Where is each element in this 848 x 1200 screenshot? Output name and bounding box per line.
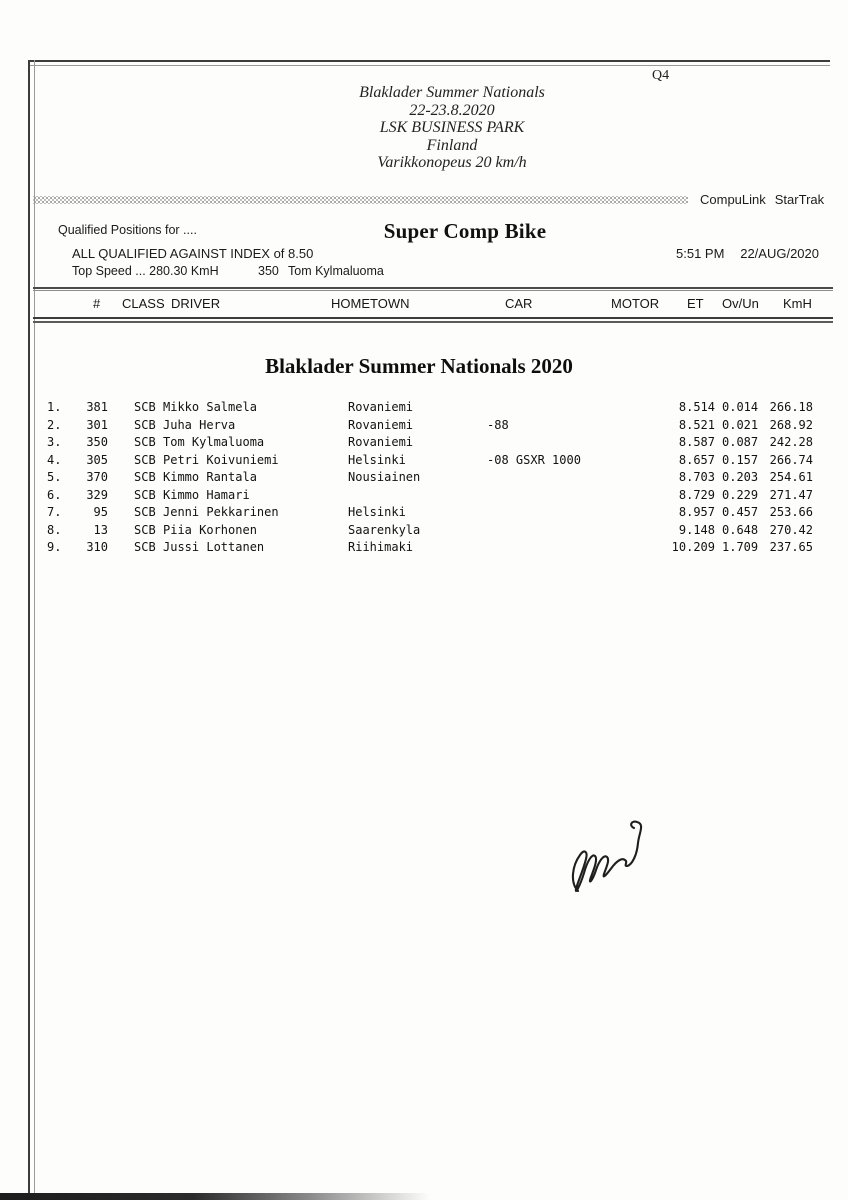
cell-pos: 9. xyxy=(47,540,62,554)
event-header xyxy=(152,84,752,172)
cell-driver: Petri Koivuniemi xyxy=(163,452,279,467)
col-header-motor: MOTOR xyxy=(611,296,660,311)
col-header-position: # xyxy=(93,296,101,311)
cell-cls: SCB xyxy=(134,487,156,502)
timestamp xyxy=(676,246,819,261)
brand-startrak: StarTrak xyxy=(774,192,825,207)
cell-kmh: 254.61 xyxy=(769,470,813,484)
cell-pos: 2. xyxy=(47,417,62,432)
cell-kmh: 266.18 xyxy=(769,400,813,414)
cell-kmh: 271.47 xyxy=(769,487,813,502)
cell-hometown: Rovaniemi xyxy=(348,400,414,414)
table-row xyxy=(0,453,848,468)
cell-et: 8.729 xyxy=(678,487,715,502)
cell-kmh: 268.92 xyxy=(769,417,813,432)
index-line: ALL QUALIFIED AGAINST INDEX of 8.50 xyxy=(72,246,314,261)
cell-hometown: Saarenkyla xyxy=(348,522,421,537)
cell-cls: SCB xyxy=(134,505,156,519)
halftone-separator xyxy=(33,196,688,204)
cell-kmh: 270.42 xyxy=(769,522,813,537)
cell-num: 310 xyxy=(86,540,108,554)
table-rule-bottom-1 xyxy=(33,317,833,319)
cell-pos: 3. xyxy=(47,435,62,449)
cell-cls: SCB xyxy=(134,470,156,484)
cell-cls: SCB xyxy=(134,522,156,537)
cell-ovun: 0.457 xyxy=(722,505,759,519)
table-row xyxy=(0,505,848,520)
event-venue: LSK BUSINESS PARK xyxy=(379,119,525,136)
print-time: 5:51 PM xyxy=(676,246,725,261)
table-row xyxy=(0,470,848,485)
cell-pos: 1. xyxy=(47,400,62,414)
cell-et: 9.148 xyxy=(678,522,715,537)
cell-cls: SCB xyxy=(134,540,156,554)
print-date: 22/AUG/2020 xyxy=(740,246,819,261)
cell-kmh: 242.28 xyxy=(769,435,813,449)
cell-driver: Jussi Lottanen xyxy=(163,540,265,554)
cell-pos: 8. xyxy=(47,522,62,537)
cell-driver: Tom Kylmaluoma xyxy=(163,435,265,449)
cell-driver: Kimmo Rantala xyxy=(163,470,257,484)
cell-car: -88 xyxy=(487,417,509,432)
cell-num: 329 xyxy=(86,487,108,502)
event-country: Finland xyxy=(426,136,478,154)
cell-cls: SCB xyxy=(134,417,156,432)
brand-compulink: CompuLink xyxy=(700,192,766,207)
cell-et: 8.521 xyxy=(678,417,715,432)
results-rows xyxy=(0,400,848,570)
category-title: Super Comp Bike xyxy=(383,219,547,243)
cell-num: 350 xyxy=(86,435,108,449)
col-header-ovun: Ov/Un xyxy=(722,296,759,311)
cell-et: 8.957 xyxy=(678,505,715,519)
event-note: Varikkonopeus 20 km/h xyxy=(377,154,527,171)
cell-ovun: 0.229 xyxy=(722,487,759,502)
page-border-left xyxy=(28,60,35,1200)
cell-hometown: Rovaniemi xyxy=(348,435,414,449)
table-row xyxy=(0,540,848,555)
cell-pos: 7. xyxy=(47,505,62,519)
top-speed-label: Top Speed ... 280.30 KmH xyxy=(72,264,219,278)
table-header-row xyxy=(0,296,848,312)
cell-driver: Jenni Pekkarinen xyxy=(163,505,279,519)
cell-hometown: Helsinki xyxy=(348,505,406,519)
table-row xyxy=(0,418,848,433)
cell-num: 301 xyxy=(86,417,108,432)
col-header-driver: DRIVER xyxy=(171,296,221,311)
results-section-title: Blaklader Summer Nationals 2020 xyxy=(265,354,573,378)
cell-et: 8.657 xyxy=(678,452,715,467)
cell-ovun: 0.157 xyxy=(722,452,759,467)
timing-system-brand xyxy=(700,192,833,207)
cell-ovun: 0.087 xyxy=(722,435,759,449)
cell-num: 305 xyxy=(86,452,108,467)
cell-et: 8.703 xyxy=(678,470,715,484)
cell-ovun: 0.014 xyxy=(722,400,759,414)
cell-kmh: 253.66 xyxy=(769,505,813,519)
cell-kmh: 266.74 xyxy=(769,452,813,467)
table-rule-top-1 xyxy=(33,287,833,289)
top-speed-bike-number: 350 xyxy=(258,264,279,278)
cell-num: 95 xyxy=(93,505,108,519)
event-dates: 22-23.8.2020 xyxy=(409,101,495,119)
cell-pos: 6. xyxy=(47,487,62,502)
cell-et: 10.209 xyxy=(671,540,715,554)
cell-car: -08 GSXR 1000 xyxy=(487,452,581,467)
cell-num: 13 xyxy=(93,522,108,537)
cell-pos: 4. xyxy=(47,452,62,467)
cell-hometown: Helsinki xyxy=(348,452,406,467)
cell-num: 370 xyxy=(86,470,108,484)
table-rule-bottom-2 xyxy=(33,321,833,323)
col-header-class: CLASS xyxy=(122,296,165,311)
cell-driver: Piia Korhonen xyxy=(163,522,257,537)
cell-ovun: 0.648 xyxy=(722,522,759,537)
col-header-car: CAR xyxy=(505,296,533,311)
cell-kmh: 237.65 xyxy=(769,540,813,554)
round-label: Q4 xyxy=(652,68,670,83)
col-header-et: ET xyxy=(687,296,704,311)
top-speed-driver: Tom Kylmaluoma xyxy=(288,264,384,278)
cell-hometown: Nousiainen xyxy=(348,470,421,484)
cell-cls: SCB xyxy=(134,435,156,449)
signature-scribble xyxy=(557,798,652,898)
table-row xyxy=(0,488,848,503)
cell-hometown: Riihimaki xyxy=(348,540,414,554)
cell-cls: SCB xyxy=(134,452,156,467)
table-rule-top-2 xyxy=(33,290,833,291)
cell-driver: Kimmo Hamari xyxy=(163,487,250,502)
cell-et: 8.587 xyxy=(678,435,715,449)
scan-edge-artifact xyxy=(0,1193,430,1200)
cell-ovun: 0.203 xyxy=(722,470,759,484)
cell-cls: SCB xyxy=(134,400,156,414)
table-row xyxy=(0,523,848,538)
top-speed-line xyxy=(0,264,848,279)
table-row xyxy=(0,400,848,415)
qualified-positions-label: Qualified Positions for .... xyxy=(58,223,197,237)
cell-et: 8.514 xyxy=(678,400,715,414)
page-border-top xyxy=(28,60,830,66)
event-title: Blaklader Summer Nationals xyxy=(359,84,545,101)
cell-num: 381 xyxy=(86,400,108,414)
cell-ovun: 0.021 xyxy=(722,417,759,432)
table-row xyxy=(0,435,848,450)
col-header-kmh: KmH xyxy=(783,296,812,311)
cell-ovun: 1.709 xyxy=(722,540,759,554)
cell-driver: Juha Herva xyxy=(163,417,236,432)
cell-hometown: Rovaniemi xyxy=(348,417,414,432)
cell-pos: 5. xyxy=(47,470,62,484)
col-header-hometown: HOMETOWN xyxy=(331,296,410,311)
cell-driver: Mikko Salmela xyxy=(163,400,257,414)
